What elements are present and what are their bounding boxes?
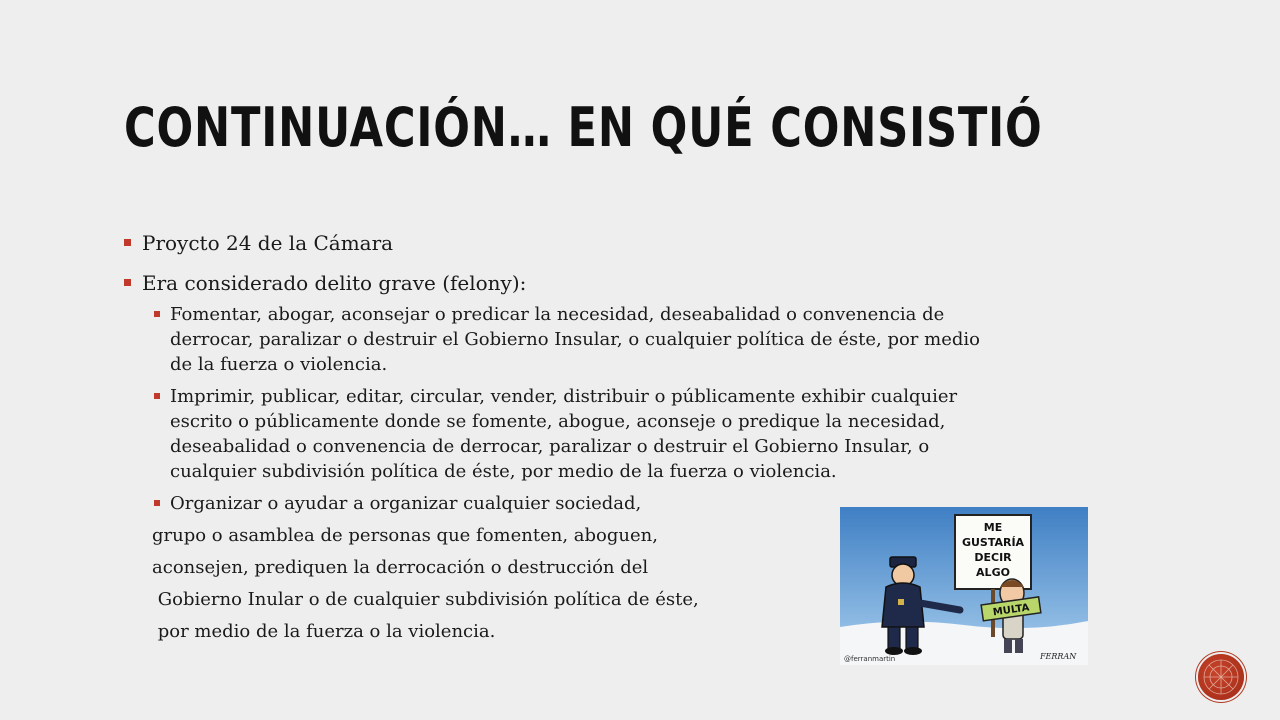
sign-text: DECIR bbox=[974, 551, 1012, 564]
bullet-text: Era considerado delito grave (felony): bbox=[142, 271, 527, 295]
presentation-logo-icon bbox=[1198, 654, 1244, 700]
sign-text: GUSTARÍA bbox=[961, 536, 1025, 549]
artist-signature: FERRAN bbox=[1040, 652, 1077, 661]
sub-bullet-line: deseabalidad o convenencia de derrocar, paralizar o destruir el Gobierno Insular, o bbox=[170, 436, 930, 457]
square-bullet-icon bbox=[124, 279, 131, 286]
square-bullet-icon bbox=[154, 500, 160, 506]
cartoon-credit: @ferranmartin bbox=[844, 655, 896, 663]
sub-bullet-line: derrocar, paralizar o destruir el Gobierno Insular, o cualquier política de éste, por medio bbox=[170, 329, 980, 350]
continuation-line: grupo o asamblea de personas que fomenten, aboguen, bbox=[152, 525, 658, 546]
square-bullet-icon bbox=[154, 311, 160, 317]
continuation-line: Gobierno Inular o de cualquier subdivisión política de éste, bbox=[152, 589, 699, 610]
editorial-cartoon bbox=[840, 507, 1088, 665]
bullet-item bbox=[124, 228, 1164, 258]
continuation-line: por medio de la fuerza o la violencia. bbox=[152, 621, 496, 642]
bullet-item bbox=[124, 268, 1164, 298]
bullet-text: Proycto 24 de la Cámara bbox=[142, 231, 394, 255]
sub-bullet-line: de la fuerza o violencia. bbox=[170, 354, 388, 375]
ticket-text: MULTA bbox=[992, 602, 1031, 619]
cartoon-illustration bbox=[840, 507, 1088, 665]
sub-bullet-item bbox=[154, 384, 1164, 484]
sign-text: ME bbox=[983, 521, 1003, 534]
sub-bullet-item bbox=[154, 302, 1164, 377]
sub-bullet-line: escrito o públicamente donde se fomente, abogue, aconseje o predique la necesidad, bbox=[170, 411, 946, 432]
continuation-line: aconsejen, prediquen la derrocación o destrucción del bbox=[152, 557, 649, 578]
sub-bullet-line: cualquier subdivisión política de éste, por medio de la fuerza o violencia. bbox=[170, 461, 837, 482]
sign-text: ALGO bbox=[976, 566, 1010, 579]
square-bullet-icon bbox=[154, 393, 160, 399]
sub-bullet-line: Imprimir, publicar, editar, circular, vender, distribuir o públicamente exhibir cualquier bbox=[170, 386, 958, 407]
sub-bullet-line: Fomentar, abogar, aconsejar o predicar la necesidad, deseabalidad o convenencia de bbox=[170, 304, 945, 325]
slide-title: CONTINUACIÓN… EN QUÉ CONSISTIÓ bbox=[124, 96, 1043, 159]
square-bullet-icon bbox=[124, 239, 131, 246]
sub-bullet-text: Organizar o ayudar a organizar cualquier sociedad, bbox=[170, 493, 642, 514]
